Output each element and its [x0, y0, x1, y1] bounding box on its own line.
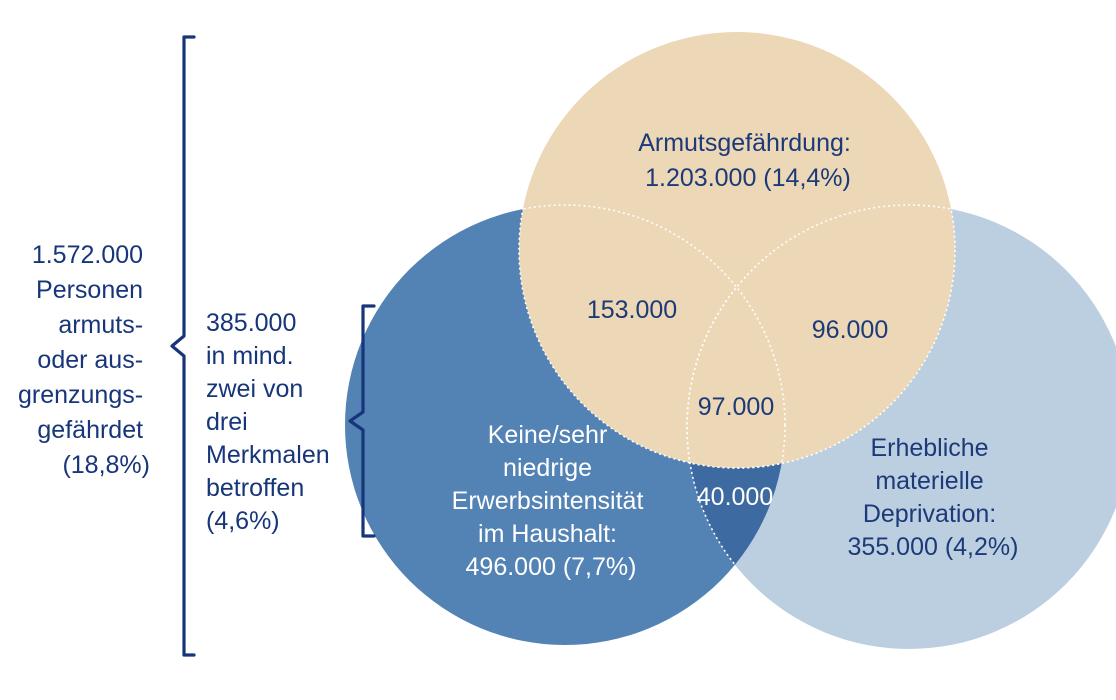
overlap-work-deprivation-label: 40.000 [696, 483, 774, 511]
overlap-poverty-deprivation-label: 96.000 [811, 316, 889, 344]
outer-bracket [172, 37, 194, 655]
overlap-all-three-label: 97.000 [697, 393, 775, 421]
outer-bracket-text: 1.572.000 Personen armuts- oder aus- grenzungs- gefährdet (18,8%) [17, 241, 150, 479]
inner-bracket-text: 385.000 in mind. zwei von drei Merkmalen betroffen (4,6%) [206, 309, 330, 535]
deprivation-label: Erhebliche materielle Deprivation: 355.000 (4,2%) [847, 434, 1019, 561]
poverty-risk-label: Armutsgefährdung: 1.203.000 (14,4%) [638, 129, 851, 192]
overlap-poverty-work-label: 153.000 [586, 296, 678, 324]
work-intensity-label: Keine/sehr niedrige Erwerbsintensität im Haushalt: 496.000 (7,7%) [451, 421, 644, 581]
